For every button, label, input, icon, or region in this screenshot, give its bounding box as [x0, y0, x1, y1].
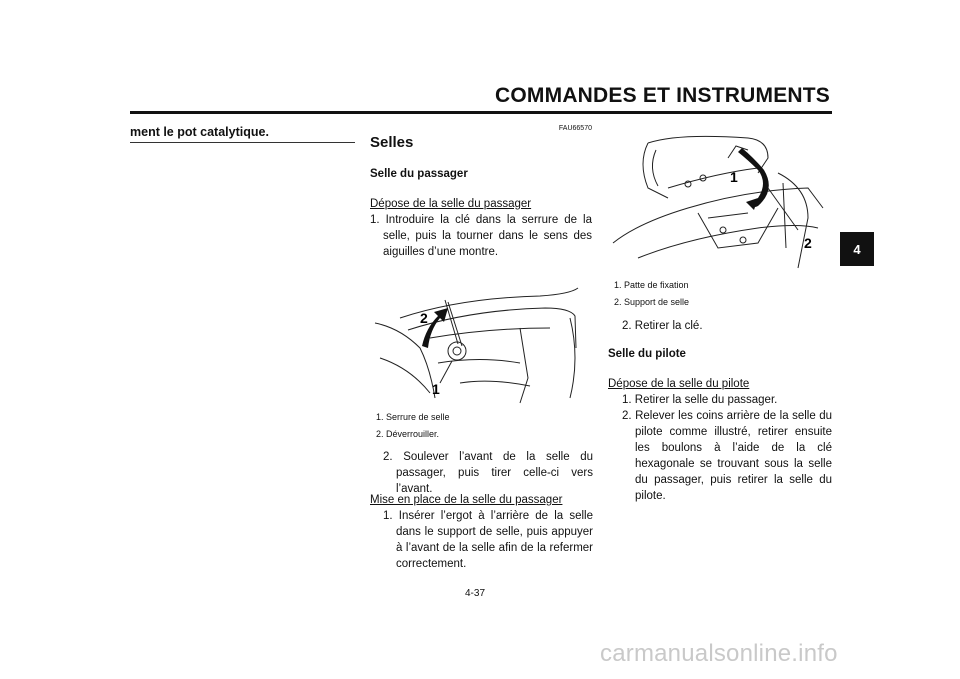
continued-text: ment le pot catalytique.	[130, 125, 269, 139]
rider-step-remove-key: 2. Retirer la clé.	[622, 320, 703, 332]
rider-step-2: 2. Relever les coins arrière de la selle du pilote comme illustré, retirer ensuite les boulons à l’aide de la clé hexagonale se trouvant sous la selle du passager, puis retirer la selle du pilote.	[622, 410, 832, 502]
passenger-seat-lock-figure	[370, 268, 595, 408]
watermark: carmanualsonline.info	[600, 640, 838, 667]
column-divider	[130, 142, 355, 143]
passenger-seat-heading: Selle du passager	[370, 168, 468, 180]
rider-removal-heading: Dépose de la selle du pilote	[608, 378, 750, 390]
seat-bracket-figure	[608, 128, 830, 273]
figure2-label-2: 2	[804, 235, 812, 251]
header-divider	[130, 111, 832, 114]
figure2-caption-1: 1. Patte de fixation	[614, 280, 689, 290]
passenger-step-2: 2. Soulever l’avant de la selle du passager, puis tirer celle-ci vers l’avant.	[383, 451, 593, 495]
passenger-install-heading: Mise en place de la selle du passager	[370, 494, 563, 506]
rider-step-1: 1. Retirer la selle du passager.	[622, 394, 778, 406]
passenger-removal-heading: Dépose de la selle du passager	[370, 198, 532, 210]
figure1-caption-1: 1. Serrure de selle	[376, 412, 450, 422]
figure2-label-1: 1	[730, 169, 738, 185]
figure1-label-1: 1	[432, 381, 440, 397]
figure2-caption-2: 2. Support de selle	[614, 297, 690, 307]
passenger-step-1: 1. Introduire la clé dans la serrure de la selle, puis la tourner dans le sens des aiguilles d’une montre.	[370, 214, 592, 258]
section-title: Selles	[370, 134, 414, 151]
page-header-title: COMMANDES ET INSTRUMENTS	[495, 84, 830, 107]
page-number: 4-37	[465, 588, 486, 599]
figure1-caption-2: 2. Déverrouiller.	[376, 429, 440, 439]
figure1-label-2: 2	[420, 310, 428, 326]
section-code: FAU66570	[558, 125, 592, 132]
rider-seat-heading: Selle du pilote	[608, 348, 686, 360]
passenger-install-step-1: 1. Insérer l’ergot à l’arrière de la selle dans le support de selle, puis appuyer à l’avant de la selle afin de la refermer correctement.	[383, 510, 593, 570]
chapter-tab: 4	[840, 232, 874, 266]
